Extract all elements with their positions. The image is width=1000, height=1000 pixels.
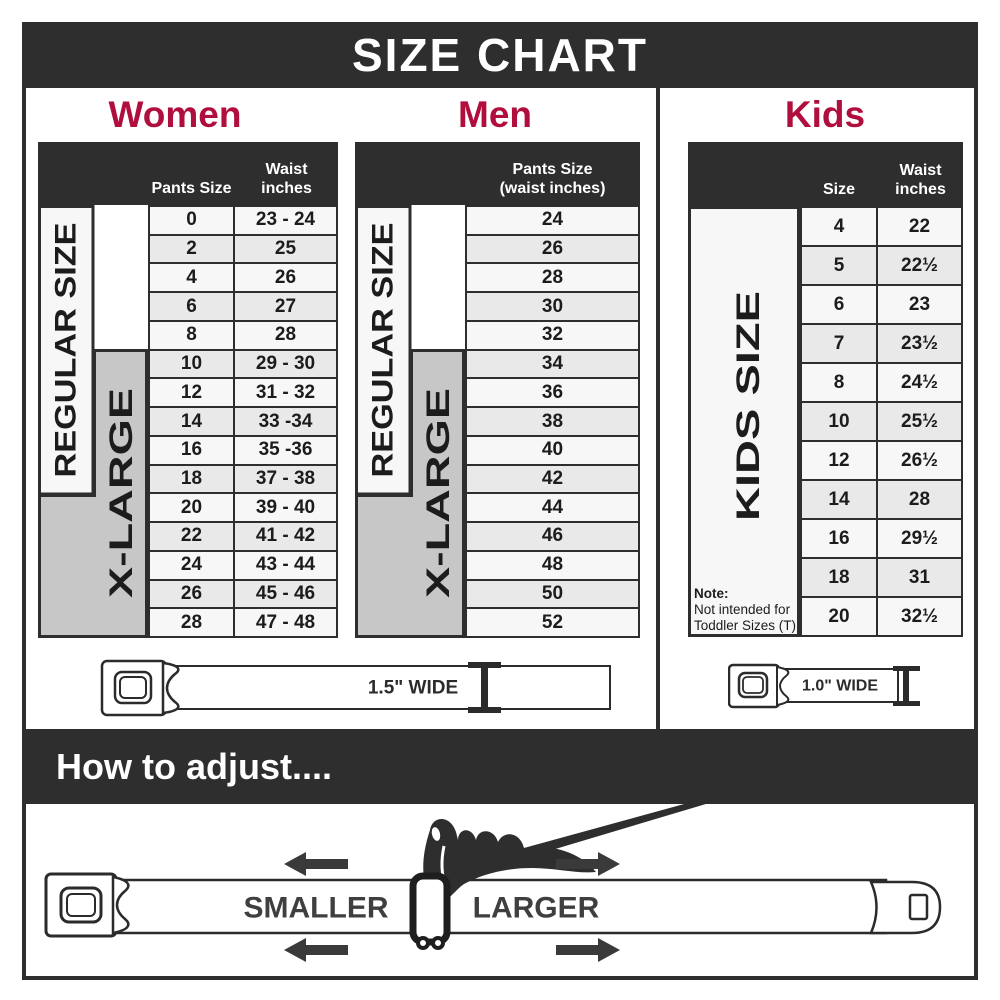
smaller-label: SMALLER xyxy=(243,891,389,925)
table-row xyxy=(465,579,640,610)
table-row xyxy=(800,518,963,559)
pants-size-cell: 0 xyxy=(148,205,235,236)
waist-cell: 33 -34 xyxy=(233,406,338,437)
kids-col-waist: Waist inches xyxy=(895,162,946,198)
table-row xyxy=(148,349,338,380)
waist-cell: 39 - 40 xyxy=(233,492,338,523)
table-row xyxy=(148,377,338,408)
pants-size-cell: 38 xyxy=(465,406,640,437)
adult-belt-illustration xyxy=(100,655,632,720)
arrow-left-icon xyxy=(284,938,348,962)
table-row xyxy=(800,284,963,325)
waist-cell: 23 - 24 xyxy=(233,205,338,236)
pants-size-cell: 24 xyxy=(465,205,640,236)
waist-cell: 24½ xyxy=(876,362,963,403)
tongue-slot xyxy=(910,895,927,919)
pants-size-cell: 2 xyxy=(148,234,235,265)
waist-cell: 27 xyxy=(233,291,338,322)
men-x-large-label: X-LARGE xyxy=(420,454,456,598)
women-regular-size-label: REGULAR SIZE xyxy=(49,254,83,478)
size-cell: 7 xyxy=(800,323,878,364)
table-row xyxy=(465,205,640,236)
pants-size-cell: 28 xyxy=(148,607,235,638)
table-row xyxy=(148,579,338,610)
table-row xyxy=(465,464,640,495)
table-row xyxy=(465,607,640,638)
waist-cell: 35 -36 xyxy=(233,435,338,466)
table-row xyxy=(465,320,640,351)
title-bar xyxy=(22,22,978,88)
table-row xyxy=(800,557,963,598)
table-row xyxy=(148,607,338,638)
kids-belt-illustration xyxy=(728,662,928,710)
pants-size-cell: 44 xyxy=(465,492,640,523)
table-row xyxy=(148,234,338,265)
pants-size-cell: 34 xyxy=(465,349,640,380)
pants-size-cell: 42 xyxy=(465,464,640,495)
larger-label: LARGER xyxy=(472,891,600,925)
waist-cell: 41 - 42 xyxy=(233,521,338,552)
pants-size-cell: 24 xyxy=(148,550,235,581)
adjustment-illustration xyxy=(26,804,974,976)
table-row xyxy=(465,435,640,466)
waist-cell: 25½ xyxy=(876,401,963,442)
size-cell: 16 xyxy=(800,518,878,559)
table-row xyxy=(800,323,963,364)
waist-cell: 22 xyxy=(876,206,963,247)
waist-cell: 23½ xyxy=(876,323,963,364)
size-cell: 4 xyxy=(800,206,878,247)
women-heading: Women xyxy=(108,94,242,135)
waist-cell: 26½ xyxy=(876,440,963,481)
size-cell: 20 xyxy=(800,596,878,637)
pants-size-cell: 36 xyxy=(465,377,640,408)
size-cell: 5 xyxy=(800,245,878,286)
table-row xyxy=(148,406,338,437)
waist-cell: 31 xyxy=(876,557,963,598)
kids-note: Note: Not intended for Toddler Sizes (T) xyxy=(694,586,797,634)
adjustment-panel xyxy=(22,800,978,980)
women-x-large-label: X-LARGE xyxy=(103,454,139,598)
table-row xyxy=(800,401,963,442)
men-table-header xyxy=(355,142,640,205)
pants-size-cell: 6 xyxy=(148,291,235,322)
men-regular-size-label: REGULAR SIZE xyxy=(366,254,400,478)
table-row xyxy=(465,550,640,581)
men-size-table xyxy=(355,142,640,638)
table-row xyxy=(465,234,640,265)
table-row xyxy=(465,377,640,408)
table-row xyxy=(800,362,963,403)
adult-belt-width-label: 1.5" WIDE xyxy=(367,677,459,699)
arrow-left-icon xyxy=(284,852,348,876)
waist-cell: 26 xyxy=(233,262,338,293)
arrow-right-icon xyxy=(556,938,620,962)
how-to-adjust-bar xyxy=(22,733,978,800)
size-cell: 10 xyxy=(800,401,878,442)
women-rows xyxy=(148,205,338,638)
women-col-waist: Waist inches xyxy=(261,161,312,197)
kids-table-header xyxy=(688,142,963,206)
waist-cell: 29½ xyxy=(876,518,963,559)
table-row xyxy=(148,262,338,293)
pants-size-cell: 26 xyxy=(148,579,235,610)
waist-cell: 47 - 48 xyxy=(233,607,338,638)
size-cell: 12 xyxy=(800,440,878,481)
table-row xyxy=(148,205,338,236)
waist-cell: 23 xyxy=(876,284,963,325)
table-row xyxy=(148,464,338,495)
waist-cell: 45 - 46 xyxy=(233,579,338,610)
belt-adjuster xyxy=(413,876,447,942)
table-row xyxy=(800,596,963,637)
how-to-adjust-heading: How to adjust.... xyxy=(56,745,332,787)
table-row xyxy=(465,492,640,523)
waist-cell: 29 - 30 xyxy=(233,349,338,380)
pants-size-cell: 12 xyxy=(148,377,235,408)
page-title: SIZE CHART xyxy=(352,29,648,81)
waist-cell: 32½ xyxy=(876,596,963,637)
pants-size-cell: 20 xyxy=(148,492,235,523)
kids-col-size: Size xyxy=(822,180,855,198)
size-cell: 14 xyxy=(800,479,878,520)
table-row xyxy=(148,320,338,351)
women-table-header xyxy=(38,142,338,205)
kids-size-group-labels xyxy=(688,206,800,637)
table-row xyxy=(148,550,338,581)
table-row xyxy=(800,479,963,520)
adults-panel xyxy=(22,88,660,733)
pants-size-cell: 8 xyxy=(148,320,235,351)
pants-size-cell: 14 xyxy=(148,406,235,437)
table-row xyxy=(800,206,963,247)
pants-size-cell: 26 xyxy=(465,234,640,265)
pants-size-cell: 4 xyxy=(148,262,235,293)
men-rows xyxy=(465,205,640,638)
pants-size-cell: 40 xyxy=(465,435,640,466)
table-row xyxy=(800,245,963,286)
pants-size-cell: 32 xyxy=(465,320,640,351)
pants-size-cell: 10 xyxy=(148,349,235,380)
kids-size-label: KIDS SIZE xyxy=(730,364,766,521)
kids-panel xyxy=(660,88,978,733)
kids-size-table xyxy=(688,142,963,637)
men-size-group-labels xyxy=(355,205,465,638)
men-col-pants-size: Pants Size (waist inches) xyxy=(499,161,606,197)
waist-cell: 28 xyxy=(233,320,338,351)
kids-heading: Kids xyxy=(784,94,866,135)
women-col-pants-size: Pants Size xyxy=(151,179,232,197)
table-row xyxy=(148,435,338,466)
women-size-group-labels xyxy=(38,205,148,638)
pants-size-cell: 52 xyxy=(465,607,640,638)
table-row xyxy=(148,521,338,552)
waist-cell: 43 - 44 xyxy=(233,550,338,581)
pants-size-cell: 22 xyxy=(148,521,235,552)
table-row xyxy=(148,492,338,523)
size-cell: 6 xyxy=(800,284,878,325)
waist-cell: 22½ xyxy=(876,245,963,286)
size-cell: 8 xyxy=(800,362,878,403)
table-row xyxy=(465,349,640,380)
pants-size-cell: 16 xyxy=(148,435,235,466)
pants-size-cell: 48 xyxy=(465,550,640,581)
kids-rows xyxy=(800,206,963,637)
pants-size-cell: 46 xyxy=(465,521,640,552)
table-row xyxy=(800,440,963,481)
size-cell: 18 xyxy=(800,557,878,598)
waist-cell: 37 - 38 xyxy=(233,464,338,495)
waist-cell: 28 xyxy=(876,479,963,520)
pants-size-cell: 28 xyxy=(465,262,640,293)
table-row xyxy=(465,521,640,552)
table-row xyxy=(465,262,640,293)
pants-size-cell: 50 xyxy=(465,579,640,610)
table-row xyxy=(465,291,640,322)
table-row xyxy=(148,291,338,322)
waist-cell: 31 - 32 xyxy=(233,377,338,408)
kids-belt-width-label: 1.0" WIDE xyxy=(801,677,879,695)
waist-cell: 25 xyxy=(233,234,338,265)
men-heading: Men xyxy=(458,94,532,135)
women-size-table xyxy=(38,142,338,638)
pants-size-cell: 30 xyxy=(465,291,640,322)
belt-tongue xyxy=(871,882,940,933)
pants-size-cell: 18 xyxy=(148,464,235,495)
table-row xyxy=(465,406,640,437)
